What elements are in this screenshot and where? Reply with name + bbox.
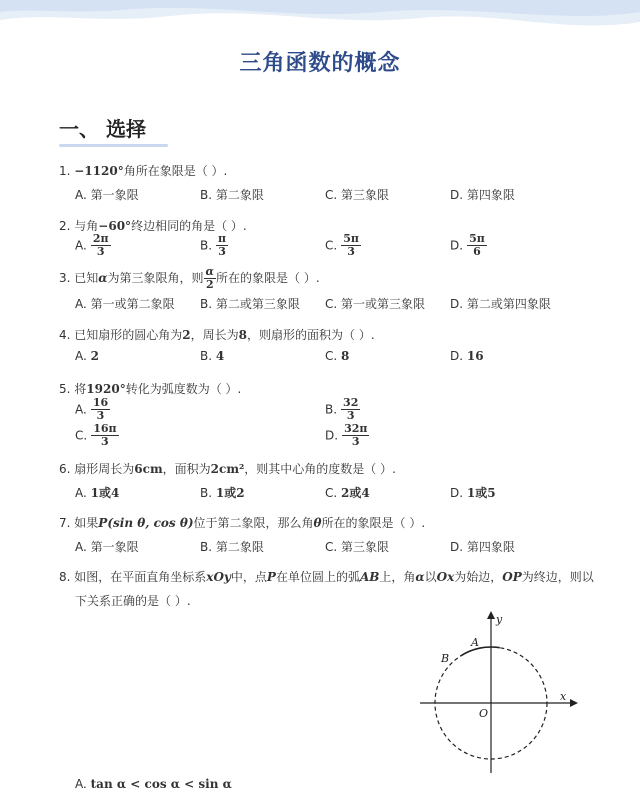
q6-option-c[interactable]: C. 2或4: [325, 486, 370, 500]
question-2: 2. 与角−60°终边相同的角是（ ）.: [59, 219, 247, 233]
q4-option-b[interactable]: B. 4: [200, 349, 225, 363]
q2-option-b[interactable]: B. $\frac{\pi}{3}$: [200, 232, 227, 258]
q4-option-d[interactable]: D. 16: [450, 349, 484, 363]
q7-option-d[interactable]: D. 第四象限: [450, 540, 515, 554]
q5-option-d[interactable]: D. $\frac{32\pi}{3}$: [325, 422, 368, 448]
q8-option-a[interactable]: A. tan α < cos α < sin α: [75, 777, 232, 791]
page-title: 三角函数的概念: [239, 51, 401, 76]
q3-option-b[interactable]: B. 第二或第三象限: [200, 297, 300, 311]
y-axis-arrow: [487, 611, 495, 619]
q6-option-d[interactable]: D. 1或5: [450, 486, 496, 500]
unit-circle-figure: [420, 605, 580, 775]
q7-option-b[interactable]: B. 第二象限: [200, 540, 264, 554]
q5-option-a[interactable]: A. $\frac{16}{3}$: [75, 396, 109, 422]
q5-option-b[interactable]: B. $\frac{32}{3}$: [325, 396, 359, 422]
q5-option-c[interactable]: C. $\frac{16\pi}{3}$: [75, 422, 117, 448]
section-underline: [59, 144, 168, 147]
q3-option-c[interactable]: C. 第一或第三象限: [325, 297, 426, 311]
question-4: 4. 已知扇形的圆心角为2，周长为8，则扇形的面积为（ ）.: [59, 328, 375, 342]
q7-option-a[interactable]: A. 第一象限: [75, 540, 139, 554]
q2-option-d[interactable]: D. $\frac{5\pi}{6}$: [450, 232, 485, 258]
q6-option-b[interactable]: B. 1或2: [200, 486, 245, 500]
arc-ab: [461, 647, 500, 656]
origin-label: O: [479, 707, 489, 720]
x-axis-label: x: [560, 690, 567, 703]
q4-option-a[interactable]: A. 2: [75, 349, 99, 363]
question-7: 7. 如果P(sin θ, cos θ)位于第二象限，那么角θ所在的象限是（ ）.: [59, 516, 426, 530]
q3-option-a[interactable]: A. 第一或第二象限: [75, 297, 175, 311]
question-8-line2: 下关系正确的是（ ）.: [75, 594, 191, 608]
q1-option-a[interactable]: A. 第一象限: [75, 188, 139, 202]
question-3: 3. 已知α为第三象限角，则 $\frac{\alpha}{2}$ 所在的象限是（ ）.: [59, 265, 320, 291]
question-1: 1. −1120°角所在象限是（ ）.: [59, 164, 228, 178]
q1-option-b[interactable]: B. 第二象限: [200, 188, 264, 202]
q4-option-c[interactable]: C. 8: [325, 349, 350, 363]
question-5: 5. 将1920°转化为弧度数为（ ）.: [59, 382, 242, 396]
y-axis-label: y: [496, 613, 503, 626]
q2-option-c[interactable]: C. $\frac{5\pi}{3}$: [325, 232, 359, 258]
q7-option-c[interactable]: C. 第三象限: [325, 540, 390, 554]
q1-option-d[interactable]: D. 第四象限: [450, 188, 515, 202]
q1-option-c[interactable]: C. 第三象限: [325, 188, 390, 202]
q2-option-a[interactable]: A. $\frac{2\pi}{3}$: [75, 232, 109, 258]
question-8: 8. 如图，在平面直角坐标系xOy中，点P在单位圆上的弧AB上，角α以Ox为始边，OP为终边，则以: [59, 570, 594, 584]
point-b-label: B: [441, 652, 450, 665]
section-heading: 一、 选择: [59, 117, 146, 141]
point-a-label: A: [471, 636, 479, 649]
x-axis-arrow: [570, 699, 578, 707]
q3-option-d[interactable]: D. 第二或第四象限: [450, 297, 551, 311]
question-6: 6. 扇形周长为6cm，面积为2cm²，则其中心角的度数是（ ）.: [59, 462, 396, 476]
q6-option-a[interactable]: A. 1或4: [75, 486, 120, 500]
header-wave-decoration: [0, 0, 640, 40]
